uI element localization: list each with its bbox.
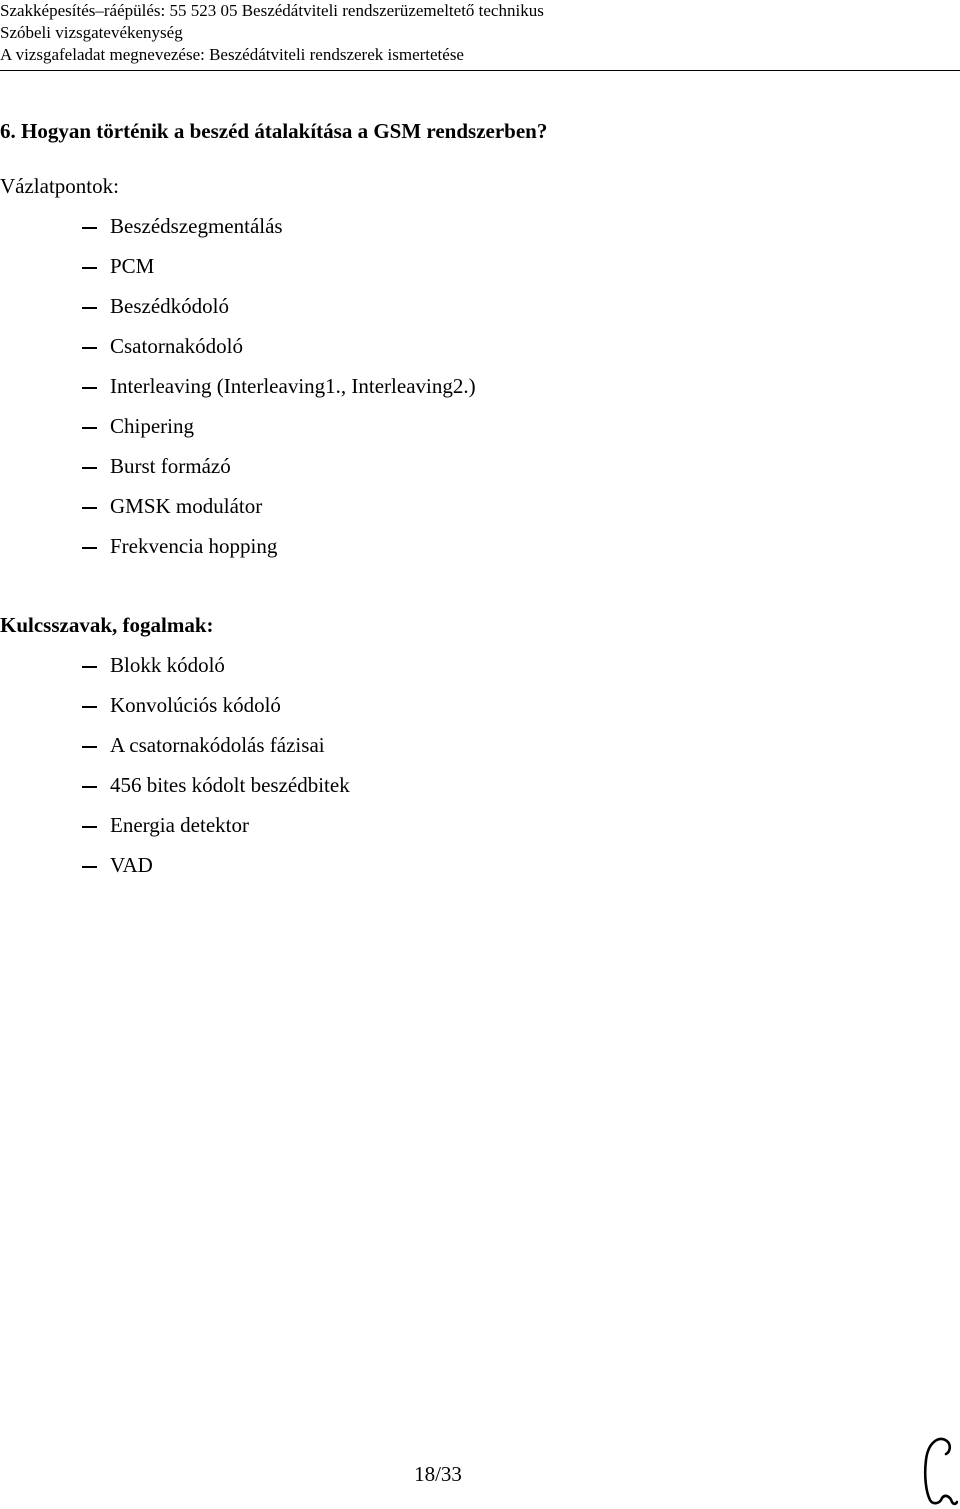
- dash-bullet-icon: [82, 387, 97, 389]
- keywords-label: Kulcsszavak, fogalmak:: [0, 613, 214, 637]
- dash-bullet-icon: [82, 227, 97, 229]
- dash-bullet-icon: [82, 427, 97, 429]
- dash-bullet-icon: [82, 826, 97, 828]
- dash-bullet-icon: [82, 706, 97, 708]
- dash-bullet-icon: [82, 666, 97, 668]
- header-exam-activity: Szóbeli vizsgatevékenység: [0, 23, 183, 42]
- dash-bullet-icon: [82, 866, 97, 868]
- dash-bullet-icon: [82, 746, 97, 748]
- header-qualification: Szakképesítés–ráépülés: 55 523 05 Beszédátviteli rendszerüzemeltető technikus: [0, 1, 544, 20]
- dash-bullet-icon: [82, 547, 97, 549]
- signature-icon: [918, 1432, 958, 1506]
- header-task-name: A vizsgafeladat megnevezése: Beszédátviteli rendszerek ismertetése: [0, 45, 464, 64]
- dash-bullet-icon: [82, 507, 97, 509]
- dash-bullet-icon: [82, 267, 97, 269]
- dash-bullet-icon: [82, 307, 97, 309]
- header-divider: [0, 70, 960, 71]
- question-title: 6. Hogyan történik a beszéd átalakítása a GSM rendszerben?: [0, 119, 548, 143]
- page-number: 18/33: [414, 1462, 462, 1486]
- dash-bullet-icon: [82, 786, 97, 788]
- page-header: [0, 0, 960, 66]
- outline-label: Vázlatpontok:: [0, 174, 119, 198]
- dash-bullet-icon: [82, 347, 97, 349]
- dash-bullet-icon: [82, 467, 97, 469]
